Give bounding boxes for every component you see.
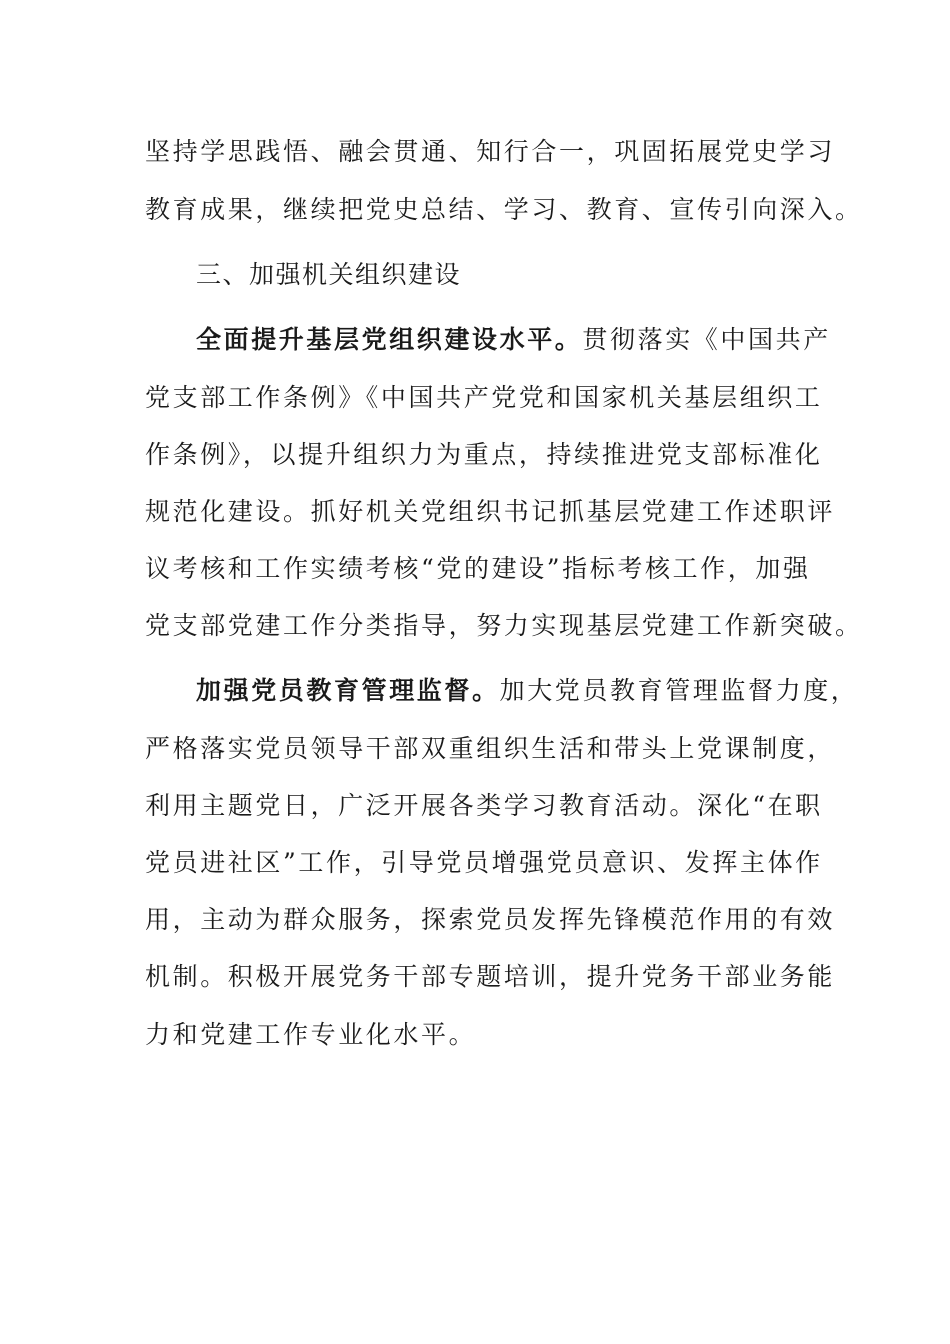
para3-line-2: 严格落实党员领导干部双重组织生活和带头上党课制度， <box>145 734 836 763</box>
para2-line-4: 规范化建设。抓好机关党组织书记抓基层党建工作述职评 <box>145 497 836 526</box>
para3-line-4: 党员进社区”工作，引导党员增强党员意识、发挥主体作 <box>145 848 823 877</box>
para3-line-7: 力和党建工作专业化水平。 <box>145 1020 477 1049</box>
para2-line-2: 党支部工作条例》《中国共产党党和国家机关基层组织工 <box>145 383 823 412</box>
para1-line-2: 教育成果，继续把党史总结、学习、教育、宣传引向深入。 <box>145 195 863 224</box>
para2-line-3: 作条例》，以提升组织力为重点，持续推进党支部标准化 <box>145 440 823 469</box>
para3-line-3: 利用主题党日，广泛开展各类学习教育活动。深化“在职 <box>145 791 823 820</box>
para3-line-1 <box>196 673 858 709</box>
section-heading: 三、加强机关组织建设 <box>196 260 462 289</box>
para2-line-1-rest: 贯彻落实《中国共产 <box>582 325 831 354</box>
para3-lead: 加强党员教育管理监督。 <box>196 676 500 705</box>
para2-line-5: 议考核和工作实绩考核“党的建设”指标考核工作，加强 <box>145 554 811 583</box>
para2-line-1 <box>196 322 831 358</box>
para2-lead: 全面提升基层党组织建设水平。 <box>196 325 583 354</box>
para3-line-1-rest: 加大党员教育管理监督力度， <box>499 676 859 705</box>
para2-line-6: 党支部党建工作分类指导，努力实现基层党建工作新突破。 <box>145 611 863 640</box>
para1-line-1: 坚持学思践悟、融会贯通、知行合一，巩固拓展党史学习 <box>145 137 836 166</box>
para3-line-6: 机制。积极开展党务干部专题培训，提升党务干部业务能 <box>145 962 836 991</box>
para3-line-5: 用，主动为群众服务，探索党员发挥先锋模范作用的有效 <box>145 905 836 934</box>
